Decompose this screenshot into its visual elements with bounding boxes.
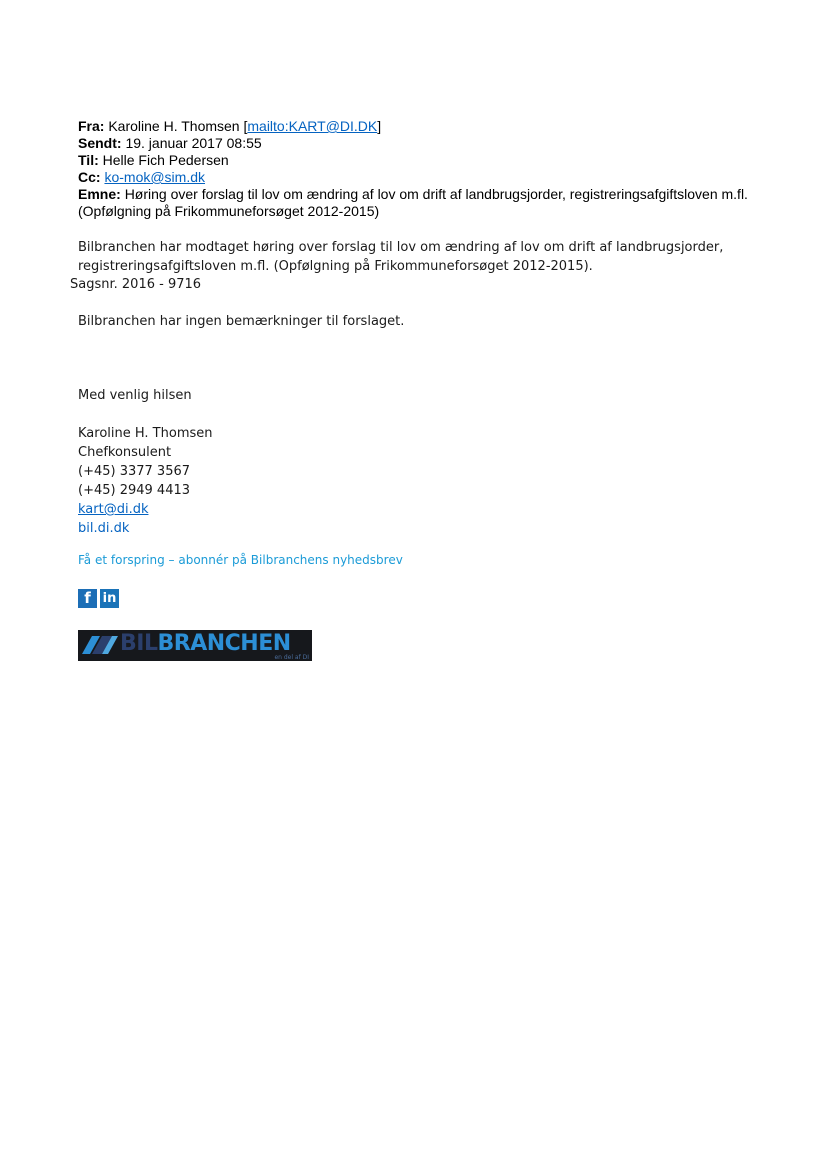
signature-name: Karoline H. Thomsen: [78, 426, 213, 441]
sent-label: Sendt:: [78, 135, 122, 151]
to-value: Helle Fich Pedersen: [102, 152, 229, 168]
from-name: Karoline H. Thomsen: [108, 118, 240, 134]
cc-row: [78, 169, 758, 186]
linkedin-icon[interactable]: [100, 589, 119, 608]
email-header: [78, 118, 758, 220]
newsletter-link[interactable]: Få et forspring – abonnér på Bilbranchens nyhedsbrev: [78, 553, 403, 567]
from-bracket-open: [: [243, 118, 248, 134]
remarks-paragraph: Bilbranchen har ingen bemærkninger til forslaget.: [78, 314, 405, 329]
intro-paragraph: [78, 238, 768, 276]
sent-row: [78, 135, 758, 152]
logo-part-branchen: BRANCHEN: [157, 631, 291, 656]
subject-label: Emne:: [78, 186, 121, 202]
from-row: [78, 118, 758, 135]
greeting: Med venlig hilsen: [78, 388, 192, 403]
subject-value: Høring over forslag til lov om ændring af lov om drift af landbrugsjorder, registreringsafgiftsloven m.fl. (Opfølgning på Frikommuneforsøget 2012-2015): [78, 186, 748, 219]
from-bracket-close: ]: [377, 118, 382, 134]
signature-phone-2: (+45) 2949 4413: [78, 483, 191, 498]
social-icons: [78, 589, 119, 608]
signature-website-link[interactable]: bil.di.dk: [78, 521, 130, 536]
subject-row: [78, 186, 758, 220]
logo-tagline: en del af DI: [274, 654, 309, 661]
to-row: [78, 152, 758, 169]
signature-title: Chefkonsulent: [78, 445, 172, 460]
to-label: Til:: [78, 152, 99, 168]
from-label: Fra:: [78, 118, 105, 134]
cc-email-link[interactable]: ko-mok@sim.dk: [104, 169, 206, 185]
from-mailto-link[interactable]: mailto:KART@DI.DK: [247, 118, 378, 134]
bilbranchen-logo: [78, 630, 312, 661]
logo-wordmark: [120, 631, 291, 657]
logo-part-bil: BIL: [120, 631, 158, 656]
linkedin-glyph: in: [102, 591, 117, 606]
cc-label: Cc:: [78, 169, 101, 185]
sent-value: 19. januar 2017 08:55: [125, 135, 262, 151]
intro-line-1: Bilbranchen har modtaget høring over forslag til lov om ændring af lov om drift af landbrugsjorder,: [78, 240, 724, 255]
signature-block: [78, 424, 213, 538]
signature-phone-1: (+45) 3377 3567: [78, 464, 191, 479]
logo-mark-icon: [78, 630, 120, 661]
intro-line-2: registreringsafgiftsloven m.fl. (Opfølgning på Frikommuneforsøget 2012-2015).: [78, 259, 593, 274]
facebook-glyph: f: [84, 589, 91, 607]
facebook-icon[interactable]: [78, 589, 97, 608]
case-number: Sagsnr. 2016 - 9716: [70, 277, 202, 292]
signature-email-link[interactable]: kart@di.dk: [78, 502, 149, 517]
